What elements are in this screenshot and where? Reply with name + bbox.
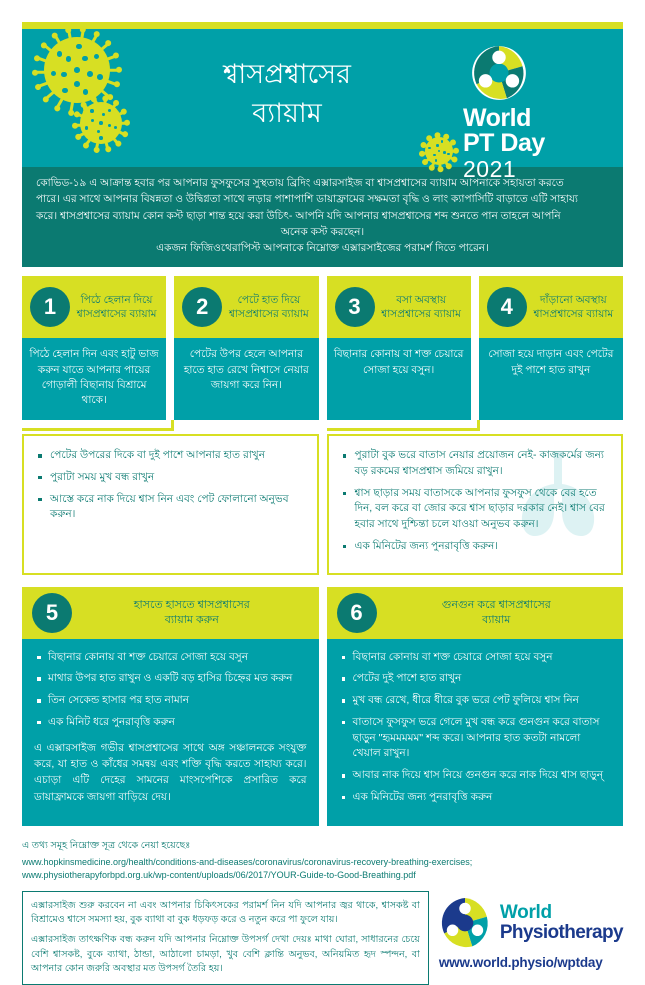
bullet-list-left (36, 448, 307, 523)
page-title-line1: শ্বাসপ্রশ্বাসের (222, 59, 351, 89)
card-6-title (377, 598, 614, 628)
card-3-header (327, 276, 471, 338)
logo-line-world: World (463, 104, 531, 132)
list-item: মুখ বন্ধ রেখে, ধীরে ধীরে বুক ভরে পেট ফুলিয়ে শ্বাস নিন (339, 693, 612, 709)
coronavirus-icon-medium (80, 102, 122, 144)
coronavirus-icon-small (425, 137, 453, 165)
intro-line-1: কোভিড-১৯ এ আক্রান্ত হবার পর আপনার ফুসফুসের সুস্থতায় ব্রিদিং এক্সারসাইজ বা শ্বাসপ্রশ্বাসের ব্যায়াম আপনাকে সহায়তা করতে (36, 177, 564, 189)
card-2-header (174, 276, 318, 338)
connector-vertical-left (171, 420, 174, 428)
bullet-panels-row (22, 434, 623, 575)
card-5-body (22, 639, 319, 826)
list-item: পেটের উপরের দিকে বা দুই পাশে আপনার হাত রাখুন (36, 448, 307, 464)
card-3-number-badge: 3 (335, 287, 375, 327)
coronavirus-icon-large (44, 37, 110, 103)
world-physiotherapy-pinwheel-icon (439, 897, 491, 949)
list-item: তিন সেকেন্ড হাসার পর হাত নামান (34, 693, 307, 709)
list-item: আবার নাক দিয়ে শ্বাস নিয়ে গুনগুন করে নাক দিয়ে শ্বাস ছাড়ুন্ (339, 768, 612, 784)
card-5-header (22, 587, 319, 639)
bullet-panel-left (22, 434, 319, 575)
page-title (117, 55, 457, 133)
footer-logo-line-world: World (499, 902, 552, 924)
card-2-body: পেটের উপর হেলে আপনার হাতে হাত রেখে নিশ্বাসে নেয়ার জায়গা করে নিন। (174, 338, 318, 420)
card-6-number-badge: 6 (337, 593, 377, 633)
exercise-card-4 (479, 276, 623, 420)
logo-line-ptday: PT Day (463, 129, 545, 157)
source-link-2[interactable]: www.physiotherapyforbpd.org.uk/wp-content/uploads/06/2017/YOUR-Guide-to-Good-Breathing.pdf (22, 869, 416, 880)
card-5-title (72, 598, 309, 628)
world-physiotherapy-logo (439, 891, 623, 970)
sources-section (22, 839, 623, 882)
connector-lines (22, 420, 623, 434)
card-1-title: পিঠে হেলান দিয়ে শ্বাসপ্রশ্বাসের ব্যায়াম (76, 294, 157, 321)
header-banner (22, 22, 623, 182)
list-item: শ্বাস ছাড়ার সময় বাতাসকে আপনার ফুসফুস থেকে বের হতে দিন, বল করে বা জোর করে শ্বাস ছাড়ার দরকার নেই। শ্বাস বের হবার সাথে দুশ্চিন্তা চলে যাওয়া অনুভব করুন। (341, 486, 612, 533)
list-item: মাথার উপর হাত রাখুন ও একটি বড় হাসির চিহ্নের মত করুন (34, 671, 307, 687)
exercise-cards-row (22, 276, 623, 420)
card-5-title-line1: হাসতে হাসতে শ্বাসপ্রশ্বাসের (133, 598, 250, 611)
disclaimer-paragraph-1: এক্সারসাইজ শুরু করবেন না এবং আপনার চিকিৎসকের পরামর্শ নিন যদি আপনার জ্বর থাকে, শ্বাসকষ্ট বা বিশ্রামেও শ্বাসে সমস্যা হয়, বুক ব্যাথা বা বুক ধড়ফড় করে ও নতুন করে পা ফুলে যায়। (31, 899, 420, 926)
card-6-title-line2: ব্যায়াম (482, 613, 511, 626)
card-1-body: পিঠে হেলান দিন এবং হাটু ভাজ করুন যাতে আপনার পায়ের গোড়ালী বিছানায় বিশ্রামে থাকে। (22, 338, 166, 420)
card-4-header (479, 276, 623, 338)
card-5-number-badge: 5 (32, 593, 72, 633)
exercise-card-1 (22, 276, 166, 420)
card-3-title: বসা অবস্থায় শ্বাসপ্রশ্বাসের ব্যায়াম (381, 294, 461, 321)
list-item: আস্তে করে নাক দিয়ে শ্বাস নিন এবং পেট ফোলানো অনুভব করুন। (36, 492, 307, 524)
connector-horizontal-right (327, 428, 480, 431)
card-4-number-badge: 4 (487, 287, 527, 327)
footer-logo-line-physiotherapy: Physiotherapy (499, 921, 623, 943)
intro-line-2: পারে। এর সাথে আপনার বিষন্নতা ও উদ্বিগ্নতা সাথে লড়ার পাশাপাশি ডায়াফ্রামের সক্ষমতা বৃদ্ধি ও লাং ক্যাপাসিটি বাড়াতে এটি সাহায্য (36, 193, 578, 206)
page-title-line2: ব্যায়াম (252, 98, 322, 129)
card-6-bullet-list (339, 650, 612, 806)
intro-paragraph (22, 167, 623, 267)
list-item: বিছানার কোনায় বা শক্ত চেয়ারে সোজা হয়ে বসুন (339, 650, 612, 666)
list-item: বিছানার কোনায় বা শক্ত চেয়ারে সোজা হয়ে বসুন (34, 650, 307, 666)
intro-line-3: করে। শ্বাসপ্রশ্বাসের ব্যায়াম কোন কস্ট ছাড়া শান্ত হয়ে করা উচিৎ- আপনি যদি আপনার শ্বাসপ্রশ্বাসের শব্দ শুনতে পান তাহলে আপনি (36, 209, 561, 222)
disclaimer-paragraph-2: এক্সারসাইজ তাৎক্ষণিক বন্ধ করুন যদি আপনার নিম্নোক্ত উপসর্গ দেখা দেয়ঃ মাথা ঘোরা, সাধারনের চেয়ে বেশি শ্বাসকষ্ট, বুকে ব্যাথা, ঠান্ডা, আঠালো চামড়া, খুব বেশি ক্লান্তি অনুভব, অনিয়মিত হৃদ স্পন্দন, বা আপনার কোন জরুরি অবস্থার মত উপসর্গ তৈরি হয়। (31, 934, 420, 974)
list-item: বাতাসে ফুসফুস ভরে গেলে মুখ বন্ধ করে গুনগুন করে বাতাস ছাড়ুন "হৃমমমমম" শব্দ করে। আপনার হাত কতটা নামলো খেয়াল রাখুন। (339, 715, 612, 762)
card-1-number-badge: 1 (30, 287, 70, 327)
list-item: এক মিনিটের জন্য পুনরাবৃত্তি করুন। (341, 539, 612, 555)
world-pt-day-logo (463, 45, 581, 181)
list-item: এক মিনিটের জন্য পুনরাবৃত্তি করুন (339, 790, 612, 806)
list-item: পুরাটা বুক ভরে বাতাস নেয়ার প্রয়োজন নেই- কাজকর্মের জন্য বড় রকমের শ্বাসপ্রশ্বাস জমিয়ে রাখুন। (341, 448, 612, 480)
card-4-title: দাঁড়ানো অবস্থায় শ্বাসপ্রশ্বাসের ব্যায়াম (533, 294, 614, 321)
card-2-number-badge: 2 (182, 287, 222, 327)
exercise-cards-row-2 (22, 587, 623, 826)
footer-website-url[interactable]: www.world.physio/wptday (438, 954, 603, 970)
intro-line-5: একজন ফিজিওথেরাপিস্ট আপনাকে নিম্নোক্ত এক্সারসাইজের পরামর্শ দিতে পারেন। (156, 242, 489, 255)
card-6-title-line1: গুনগুন করে শ্বাসপ্রশ্বাসের (441, 598, 551, 611)
connector-vertical-right (477, 420, 480, 428)
bullet-panel-right (327, 434, 624, 575)
exercise-card-5 (22, 587, 319, 826)
card-4-body: সোজা হয়ে দাড়ান এবং পেটের দুই পাশে হাত রাখুন (479, 338, 623, 420)
bullet-list-right (341, 448, 612, 555)
world-pt-day-pinwheel-icon (471, 45, 527, 101)
logo-line-year: 2021 (463, 156, 517, 182)
intro-line-4: অনেক কস্ট করছেন। (280, 225, 365, 238)
card-5-bullet-list (34, 650, 307, 731)
list-item: পুরাটা সময় মুখ বন্ধ রাখুন (36, 470, 307, 486)
card-6-header (327, 587, 624, 639)
list-item: পেটের দুই পাশে হাত রাখুন (339, 671, 612, 687)
card-3-body: বিছানার কোনায় বা শক্ত চেয়ারে সোজা হয়ে বসুন। (327, 338, 471, 420)
card-5-note: এ এক্সারসাইজ গভীর শ্বাসপ্রশ্বাসের সাথে অঙ্গ সঞ্চালনকে সংযুক্ত করে, যা হাত ও কাঁধের সমন্বয় এবং শক্তি বৃদ্ধি করতে সাহায্য করে। এচাড়া এটি দেহের সামনের মাংসপেশিকে প্রসারিত করে ডায়াফ্রামকে জায়গা বাড়িয়ে দেয়। (34, 741, 307, 803)
card-6-body (327, 639, 624, 826)
footer (22, 891, 623, 985)
list-item: এক মিনিট ধরে পুনরাবৃত্তি করুন (34, 715, 307, 731)
source-link-1[interactable]: www.hopkinsmedicine.org/health/conditions-and-diseases/coronavirus/coronavirus-recovery-breathing-exercises; (22, 856, 473, 867)
exercise-card-2 (174, 276, 318, 420)
exercise-card-6 (327, 587, 624, 826)
card-5-title-line2: ব্যায়াম করুন (164, 613, 219, 626)
card-2-title: পেটে হাত দিয়ে শ্বাসপ্রশ্বাসের ব্যায়াম (229, 294, 309, 321)
sources-title: এ তথ্য সমূহ নিম্নোক্ত সূত্র থেকে নেয়া হয়েছেঃ (22, 839, 191, 851)
exercise-card-3 (327, 276, 471, 420)
connector-horizontal-left (22, 428, 174, 431)
disclaimer-box (22, 891, 429, 985)
card-1-header (22, 276, 166, 338)
